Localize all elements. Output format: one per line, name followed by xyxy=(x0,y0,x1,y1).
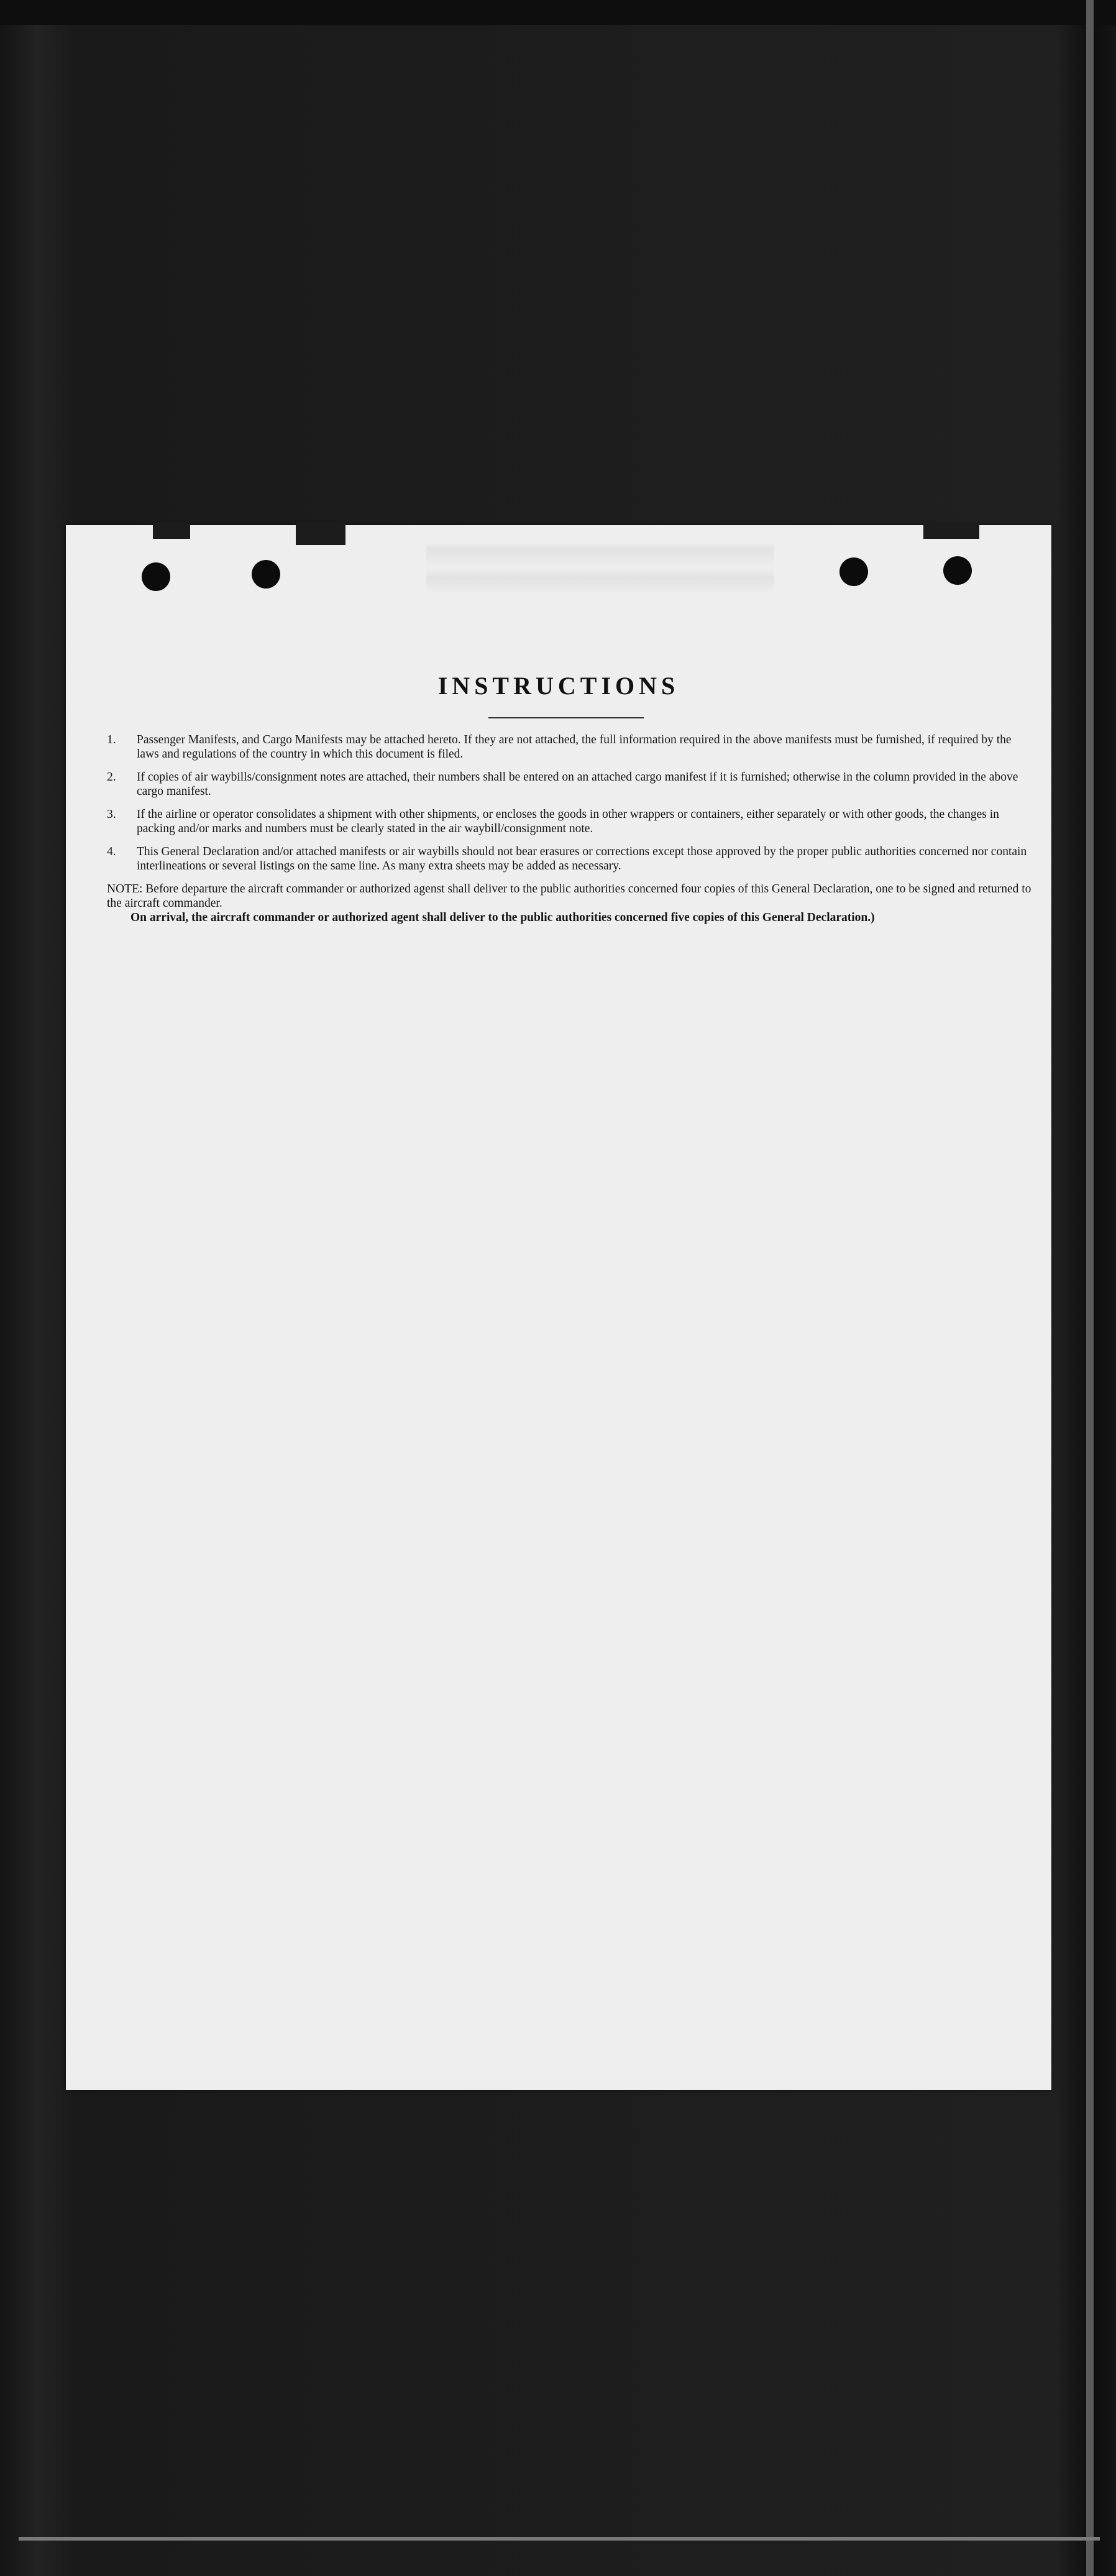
instruction-item xyxy=(107,807,1031,836)
item-text: If the airline or operator consolidates a shipment with other shipments, or encloses the goods in other wrappers or containers, either separately or with other goods, the changes in packing and/or marks and numbers must be clearly stated in the air waybill/consignment note. xyxy=(137,808,999,835)
punch-hole xyxy=(943,556,972,585)
torn-edge xyxy=(923,523,979,539)
item-number: 1. xyxy=(107,733,116,746)
instruction-item xyxy=(107,733,1031,761)
scan-bottom-line xyxy=(19,2537,1100,2541)
punch-hole xyxy=(252,560,280,589)
page-title: INSTRUCTIONS xyxy=(437,672,680,700)
film-edge xyxy=(1086,0,1094,2576)
punch-hole xyxy=(142,562,170,591)
item-text: Passenger Manifests, and Cargo Manifests may be attached hereto. If they are not attached, the full information required in the above manifests must be furnished, if required by the laws and regulations of the country in which this document is filed. xyxy=(137,733,1012,761)
note-label: NOTE: xyxy=(107,882,143,896)
instruction-item xyxy=(107,770,1031,799)
document-page xyxy=(66,525,1051,2090)
title-underline xyxy=(488,717,644,718)
item-number: 2. xyxy=(107,771,116,784)
note-arrival-text: On arrival, the aircraft commander or authorized agent shall deliver to the public authorities concerned five copies of this General Declaration.) xyxy=(130,911,875,924)
item-number: 4. xyxy=(107,845,116,858)
show-through-bleed xyxy=(426,544,774,618)
item-text: This General Declaration and/or attached manifests or air waybills should not bear erasures or corrections except those approved by the proper public authorities concerned nor contain interlineations or several listings on the same line. As many extra sheets may be added as necessary. xyxy=(137,845,1027,873)
instruction-item xyxy=(107,845,1031,873)
item-text: If copies of air waybills/consignment notes are attached, their numbers shall be entered on an attached cargo manifest if it is furnished; otherwise in the column provided in the above cargo manifest. xyxy=(137,771,1018,798)
scan-top-strip xyxy=(0,0,1116,25)
punch-hole xyxy=(839,557,868,586)
note-departure-text: Before departure the aircraft commander or authorized agenst shall deliver to the public authorities concerned four copies of this General Declaration, one to be signed and returned to the aircraft commander. xyxy=(107,882,1031,910)
instructions-list xyxy=(107,733,1031,925)
torn-edge xyxy=(153,523,190,539)
note-block xyxy=(107,882,1031,925)
torn-edge xyxy=(296,523,345,545)
item-number: 3. xyxy=(107,808,116,821)
